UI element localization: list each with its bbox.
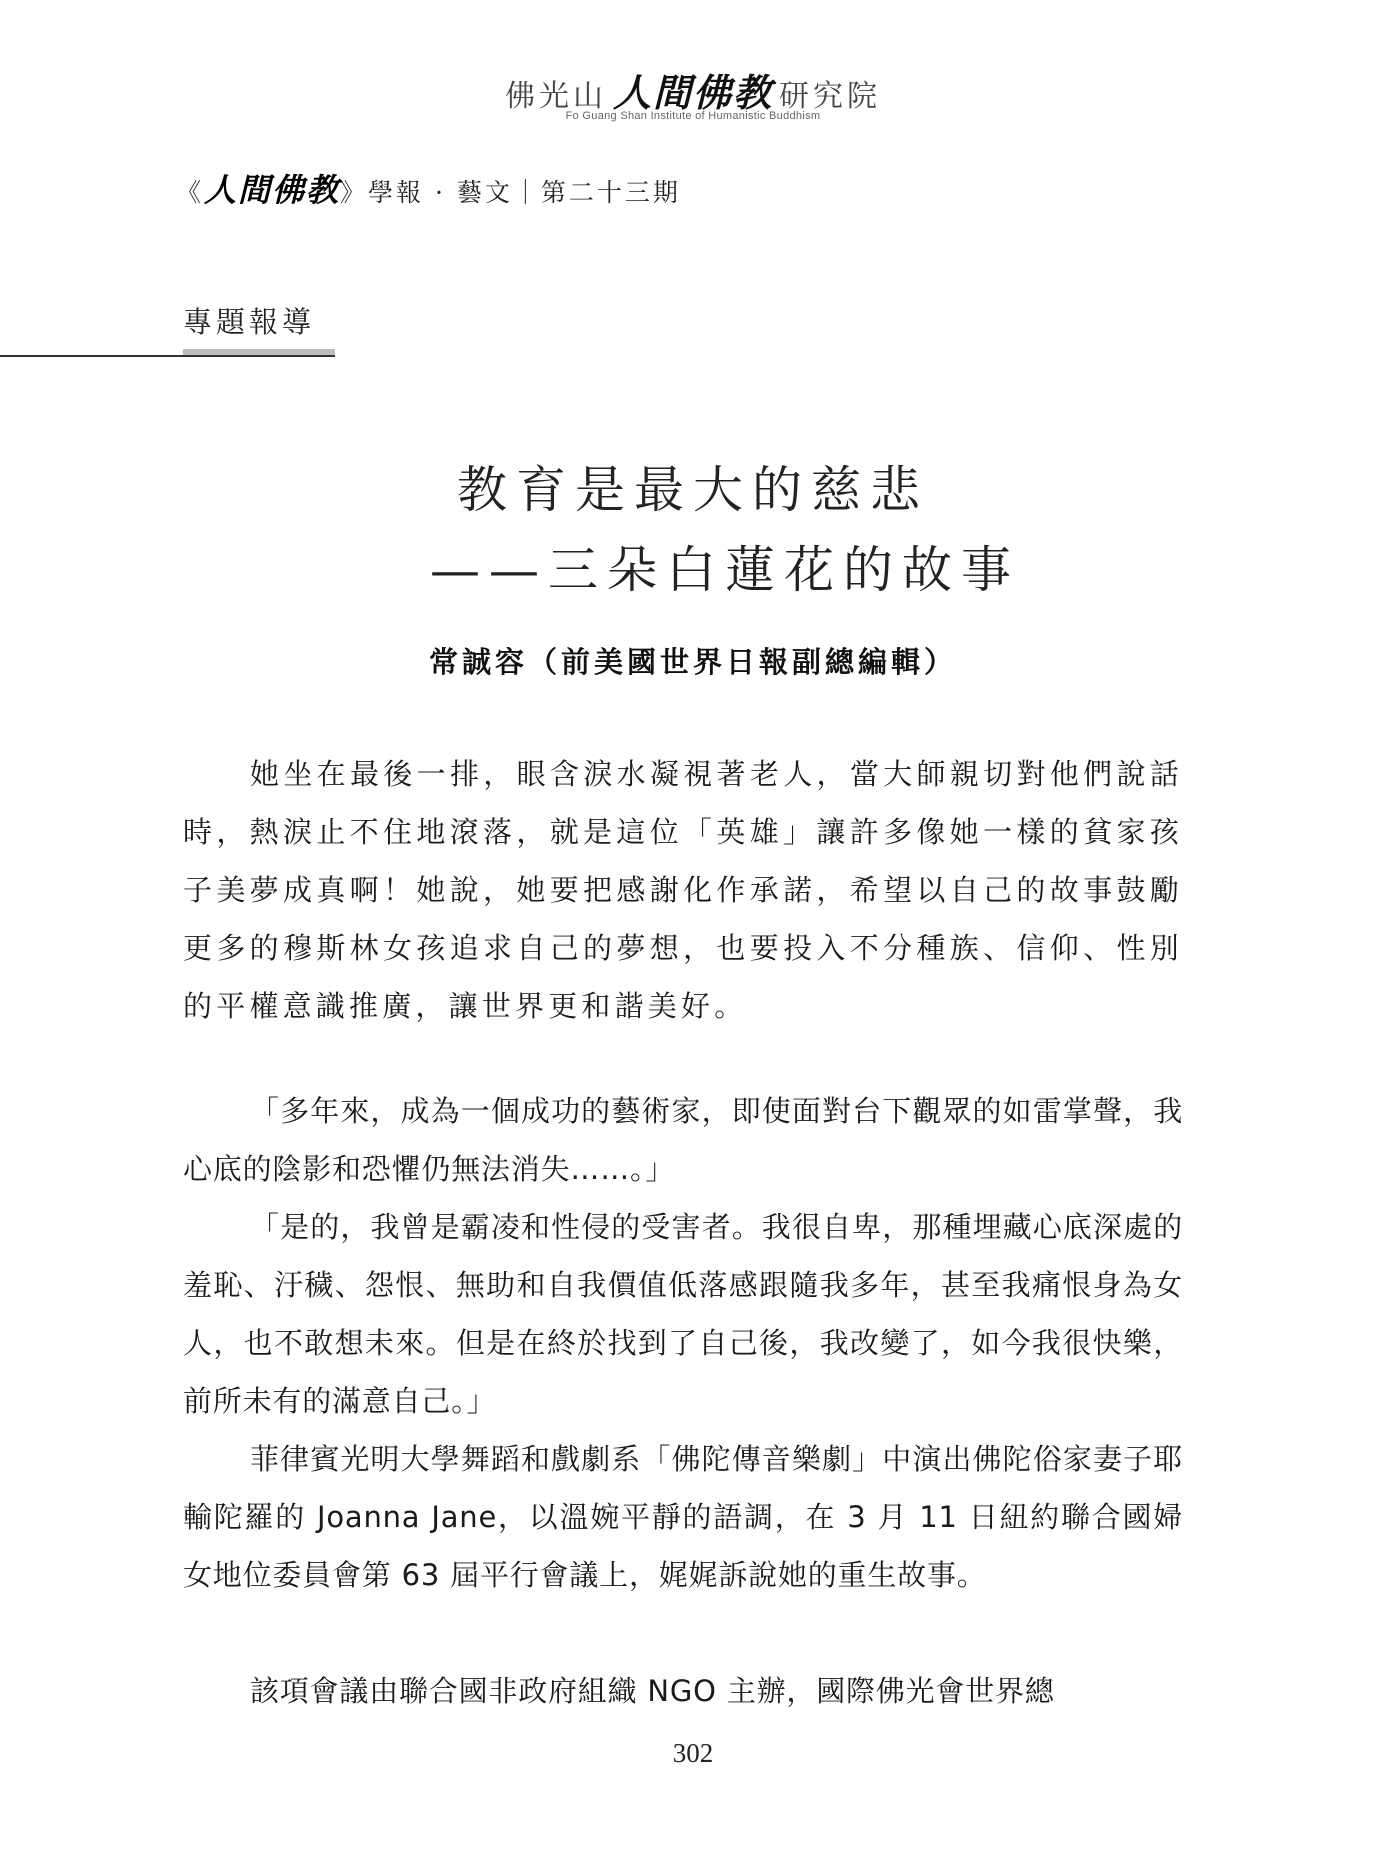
institute-english-name: Fo Guang Shan Institute of Humanistic Buddhism: [565, 110, 821, 122]
journal-header: [176, 165, 681, 211]
body-paragraph: 「多年來，成為一個成功的藝術家，即使面對台下觀眾的如雷掌聲，我心底的陰影和恐懼仍無法消失……。」: [183, 1094, 1183, 1186]
body-paragraph: 她坐在最後一排，眼含淚水凝視著老人，當大師親切對他們說話時，熱淚止不住地滾落，就是這位「英雄」讓許多像她一樣的貧家孩子美夢成真啊！她說，她要把感謝化作承諾，希望以自己的故事鼓勵更多的穆斯林女孩追求自己的夢想，也要投入不分種族、信仰、性別的平權意識推廣，讓世界更和諧美好。: [183, 757, 1183, 1023]
institute-header: [0, 62, 1386, 117]
journal-logo: 人間佛教: [204, 171, 341, 209]
page-number: 302: [672, 1738, 714, 1768]
article-title: 教育是最大的慈悲: [457, 461, 929, 519]
section-label: 專題報導: [183, 305, 316, 339]
institute-suffix: 研究院: [779, 79, 881, 114]
article-subtitle: ——三朵白蓮花的故事: [430, 541, 1020, 599]
body-paragraph: 「是的，我曾是霸凌和性侵的受害者。我很自卑，那種埋藏心底深處的羞恥、汙穢、怨恨、無助和自我價值低落感跟隨我多年，甚至我痛恨身為女人，也不敢想未來。但是在終於找到了自己後，我改變了，如今我很快樂，前所未有的滿意自己。」: [183, 1210, 1183, 1418]
institute-logo: 人間佛教: [612, 70, 773, 115]
body-paragraph: 菲律賓光明大學舞蹈和戲劇系「佛陀傳音樂劇」中演出佛陀俗家妻子耶輸陀羅的 Joanna Jane，以溫婉平靜的語調，在 3 月 11 日紐約聯合國婦女地位委員會第 63 屆平行會議上，娓娓訴說她的重生故事。: [183, 1442, 1183, 1592]
institute-prefix: 佛光山: [504, 79, 607, 114]
journal-issue: 》學報 · 藝文｜第二十三期: [340, 178, 681, 207]
article-author: 常誠容（前美國世界日報副總編輯）: [428, 645, 957, 679]
section-divider: [0, 355, 335, 357]
body-paragraph: 該項會議由聯合國非政府組織 NGO 主辦，國際佛光會世界總: [250, 1674, 1055, 1708]
journal-open-bracket: 《: [176, 178, 205, 207]
